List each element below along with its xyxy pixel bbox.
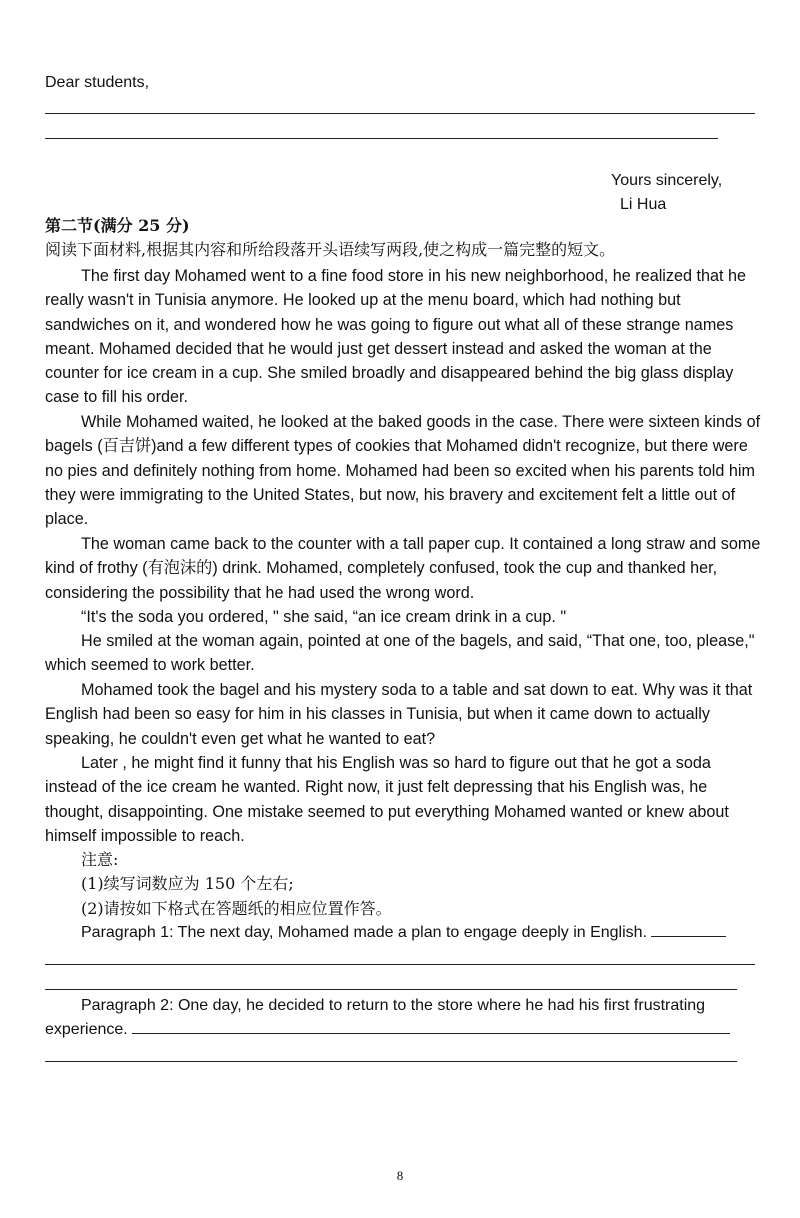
- paragraph-2-text-end: experience.: [45, 1021, 128, 1038]
- story-paragraph: Mohamed took the bagel and his mystery soda to a table and sat down to eat. Why was it that English had been so easy for him in his classes in Tunisia, but when it came down to actually speaking, he couldn't even get what he wanted to eat?: [45, 681, 753, 748]
- story-paragraph: “It's the soda you ordered, " she said, “an ice cream drink in a cup. ": [81, 608, 567, 626]
- story-paragraph: Later , he might find it funny that his English was so hard to figure out that he got a soda instead of the ice cream he wanted. Right now, it just felt depressing that his English was, he thought, disappointing. One mistake seemed to put everything Mohamed wanted or knew about himself impossible to reach.: [45, 754, 729, 845]
- section-instruction: 阅读下面材料,根据其内容和所给段落开头语续写两段,使之构成一篇完整的短文。: [45, 240, 616, 259]
- paragraph-2-prompt: Paragraph 2: One day, he decided to return to the store where he had his first frustrating: [81, 997, 706, 1014]
- letter-salutation: Dear students,: [45, 74, 150, 91]
- paragraph-2-prompt-end: [45, 1018, 730, 1042]
- letter-signature: Li Hua: [620, 196, 667, 213]
- story-paragraph: He smiled at the woman again, pointed at one of the bagels, and said, “That one, too, please," which seemed to work better.: [45, 632, 755, 675]
- notes-heading: 注意:: [81, 850, 119, 869]
- answer-line: [45, 989, 737, 990]
- answer-line: [45, 113, 755, 114]
- story-paragraph: The woman came back to the counter with a tall paper cup. It contained a long straw and some kind of frothy (有泡沫的) drink. Mohamed, completely confused, took the cup and thanked her, considering the possibility that he had used the wrong word.: [45, 535, 761, 602]
- answer-line: [45, 138, 718, 139]
- answer-blank[interactable]: [651, 922, 726, 937]
- notes-item: (1)续写词数应为 150 个左右;: [81, 874, 294, 893]
- answer-line: [45, 1061, 737, 1062]
- section-title: 第二节(满分 25 分): [45, 216, 190, 235]
- answer-blank[interactable]: [132, 1019, 730, 1034]
- letter-closing: Yours sincerely,: [611, 172, 723, 189]
- page-number: 8: [396, 1168, 404, 1183]
- story-paragraph: The first day Mohamed went to a fine food store in his new neighborhood, he realized that he really wasn't in Tunisia anymore. He looked up at the menu board, which had nothing but sandwiches on it, and wondered how he was going to figure out what all of these strange names meant. Mohamed decided that he would just get dessert instead and asked the woman at the counter for ice cream in a cup. She smiled broadly and disappeared behind the big glass display case to fill his order.: [45, 267, 746, 407]
- notes-item: (2)请按如下格式在答题纸的相应位置作答。: [81, 899, 392, 918]
- story-paragraph: While Mohamed waited, he looked at the baked goods in the case. There were sixteen kinds of bagels (百吉饼)and a few different types of cookies that Mohamed didn't recognize, but there were no pies and definitely nothing from home. Mohamed had been so excited when his parents told him they were immigrating to the United States, but now, his bravery and excitement felt a little out of place.: [45, 413, 761, 529]
- paragraph-1-text: Paragraph 1: The next day, Mohamed made a plan to engage deeply in English.: [81, 924, 648, 941]
- paragraph-1-prompt: [81, 921, 726, 945]
- answer-line: [45, 964, 755, 965]
